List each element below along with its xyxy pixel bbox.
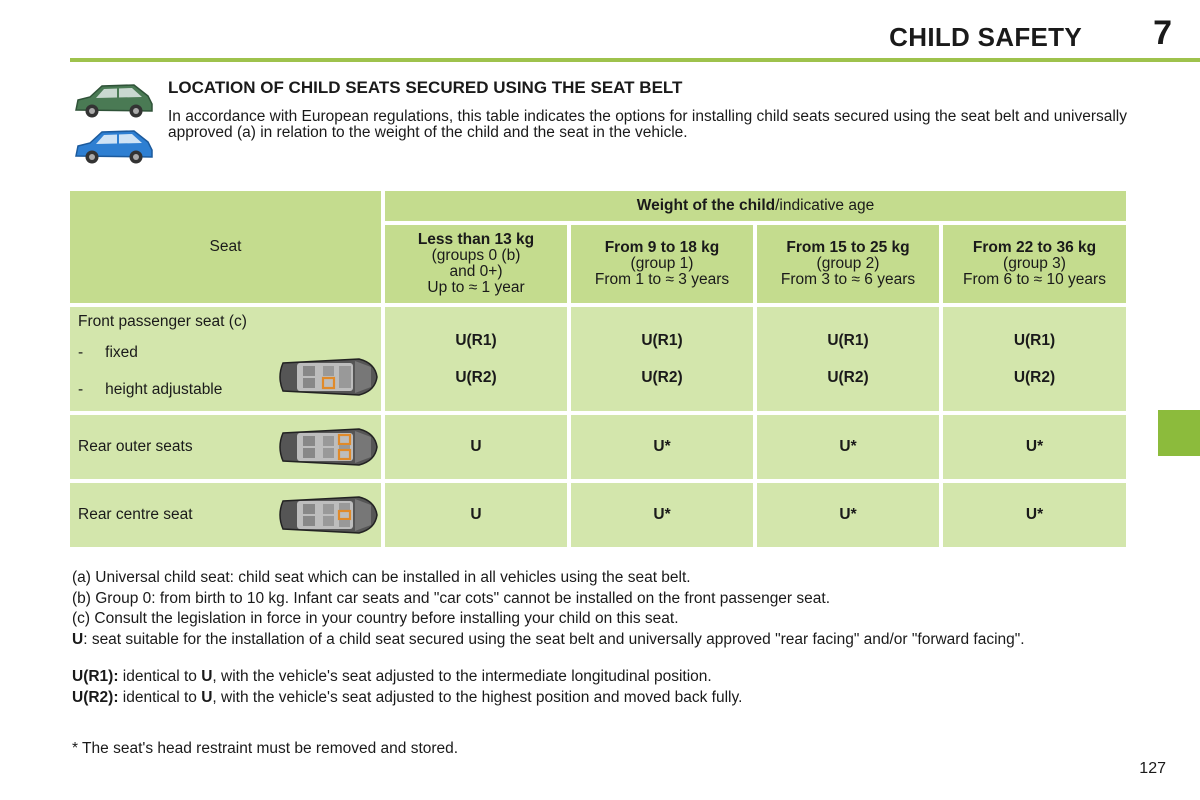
note-r2-u: U xyxy=(201,689,213,706)
car-green-side-icon xyxy=(72,80,156,120)
value-fixed: U(R1) xyxy=(827,332,869,349)
note-c: (c) Consult the legislation in force in your country before installing your child on this seat. xyxy=(72,610,679,627)
cell-front xyxy=(385,307,567,411)
note-u-key: U xyxy=(72,631,84,648)
seat-column-header: Seat xyxy=(70,191,381,303)
weight-age: Up to ≈ 1 year xyxy=(427,279,525,296)
weight-header-rest: /indicative age xyxy=(775,197,875,214)
note-star: * The seat's head restraint must be removed and stored. xyxy=(72,740,459,757)
value-height: U(R2) xyxy=(455,369,497,386)
cell-rear-centre: U* xyxy=(943,483,1126,547)
seat-cell-front xyxy=(70,307,381,411)
child-seat-table xyxy=(66,187,1130,551)
cell-rear-outer: U* xyxy=(943,415,1126,479)
front-seat-label: Front passenger seat (c) xyxy=(78,313,247,330)
car-topview-rear-centre-icon xyxy=(275,491,379,539)
seat-cell-rear-centre xyxy=(70,483,381,547)
note-u xyxy=(72,632,1142,648)
weight-range: Less than 13 kg xyxy=(417,231,535,248)
note-r1-u: U xyxy=(201,668,213,685)
table-row-rear-outer xyxy=(70,415,1126,479)
page-number: 127 xyxy=(1139,760,1166,777)
table-row-rear-centre xyxy=(70,483,1126,547)
note-b: (b) Group 0: from birth to 10 kg. Infant car seats and "car cots" cannot be installed on the front passenger seat. xyxy=(72,590,831,607)
header-rule xyxy=(70,58,1200,62)
note-u-text: : seat suitable for the installation of a child seat secured using the seat belt and universally approved "rear facing" and/or "forward facing". xyxy=(83,631,1025,648)
rear-outer-label: Rear outer seats xyxy=(78,438,193,455)
weight-header xyxy=(385,191,1126,221)
note-r2-key: U(R2): xyxy=(72,689,119,706)
cell-rear-outer: U xyxy=(385,415,567,479)
weight-col-4 xyxy=(943,225,1126,303)
cell-front xyxy=(943,307,1126,411)
value-height: U(R2) xyxy=(1013,369,1056,386)
cell-rear-centre: U xyxy=(385,483,567,547)
weight-group-cont: and 0+) xyxy=(449,263,503,280)
weight-group: (groups 0 (b) xyxy=(431,247,521,264)
front-fixed-row xyxy=(78,344,138,362)
weight-col-1 xyxy=(385,225,567,303)
chapter-number: 7 xyxy=(1153,14,1172,52)
note-r2-text-2: , with the vehicle's seat adjusted to the highest position and moved back fully. xyxy=(212,689,743,706)
weight-group: (group 1) xyxy=(630,255,694,272)
table-row-front-passenger xyxy=(70,307,1126,411)
weight-range: From 22 to 36 kg xyxy=(972,239,1097,256)
cell-front xyxy=(571,307,753,411)
note-r2-text: identical to xyxy=(118,689,202,706)
note-r1-text: identical to xyxy=(118,668,202,685)
value-fixed: U(R1) xyxy=(1013,332,1056,349)
note-r1-text-2: , with the vehicle's seat adjusted to the intermediate longitudinal position. xyxy=(212,668,712,685)
chapter-side-tab xyxy=(1158,410,1200,456)
dash: - xyxy=(78,381,84,398)
weight-col-3 xyxy=(757,225,939,303)
intro-paragraph: In accordance with European regulations, this table indicates the options for installing child seats secured using the seat belt and universally approved (a) in relation to the weight of the child and the seat in the vehicle. xyxy=(168,108,1127,141)
front-height-row xyxy=(78,381,222,399)
note-r2 xyxy=(72,690,1142,706)
value-fixed: U(R1) xyxy=(641,332,683,349)
dash: - xyxy=(78,344,84,361)
weight-age: From 6 to ≈ 10 years xyxy=(963,271,1106,288)
cell-rear-outer: U* xyxy=(757,415,939,479)
weight-col-2 xyxy=(571,225,753,303)
weight-header-bold: Weight of the child xyxy=(636,197,776,214)
weight-age: From 3 to ≈ 6 years xyxy=(780,271,916,288)
weight-group: (group 2) xyxy=(816,255,880,272)
value-height: U(R2) xyxy=(641,369,683,386)
section-title: LOCATION OF CHILD SEATS SECURED USING THE SEAT BELT xyxy=(168,78,683,97)
chapter-title: CHILD SAFETY xyxy=(889,22,1082,52)
weight-range: From 9 to 18 kg xyxy=(604,239,720,256)
cell-rear-centre: U* xyxy=(757,483,939,547)
car-blue-side-icon xyxy=(72,126,156,166)
car-topview-rear-outer-icon xyxy=(275,423,379,471)
note-r1-key: U(R1): xyxy=(72,668,119,685)
front-fixed-label: fixed xyxy=(105,344,138,361)
rear-centre-label: Rear centre seat xyxy=(78,506,193,523)
weight-range: From 15 to 25 kg xyxy=(786,239,910,256)
cell-front xyxy=(757,307,939,411)
value-fixed: U(R1) xyxy=(455,332,497,349)
note-r1 xyxy=(72,669,1142,685)
cell-rear-centre: U* xyxy=(571,483,753,547)
note-a: (a) Universal child seat: child seat which can be installed in all vehicles using the seat belt. xyxy=(72,569,691,586)
cell-rear-outer: U* xyxy=(571,415,753,479)
front-height-label: height adjustable xyxy=(105,381,223,398)
weight-age: From 1 to ≈ 3 years xyxy=(594,271,730,288)
weight-group: (group 3) xyxy=(1003,255,1066,272)
value-height: U(R2) xyxy=(827,369,869,386)
seat-cell-rear-outer xyxy=(70,415,381,479)
car-topview-front-passenger-icon xyxy=(275,353,379,401)
